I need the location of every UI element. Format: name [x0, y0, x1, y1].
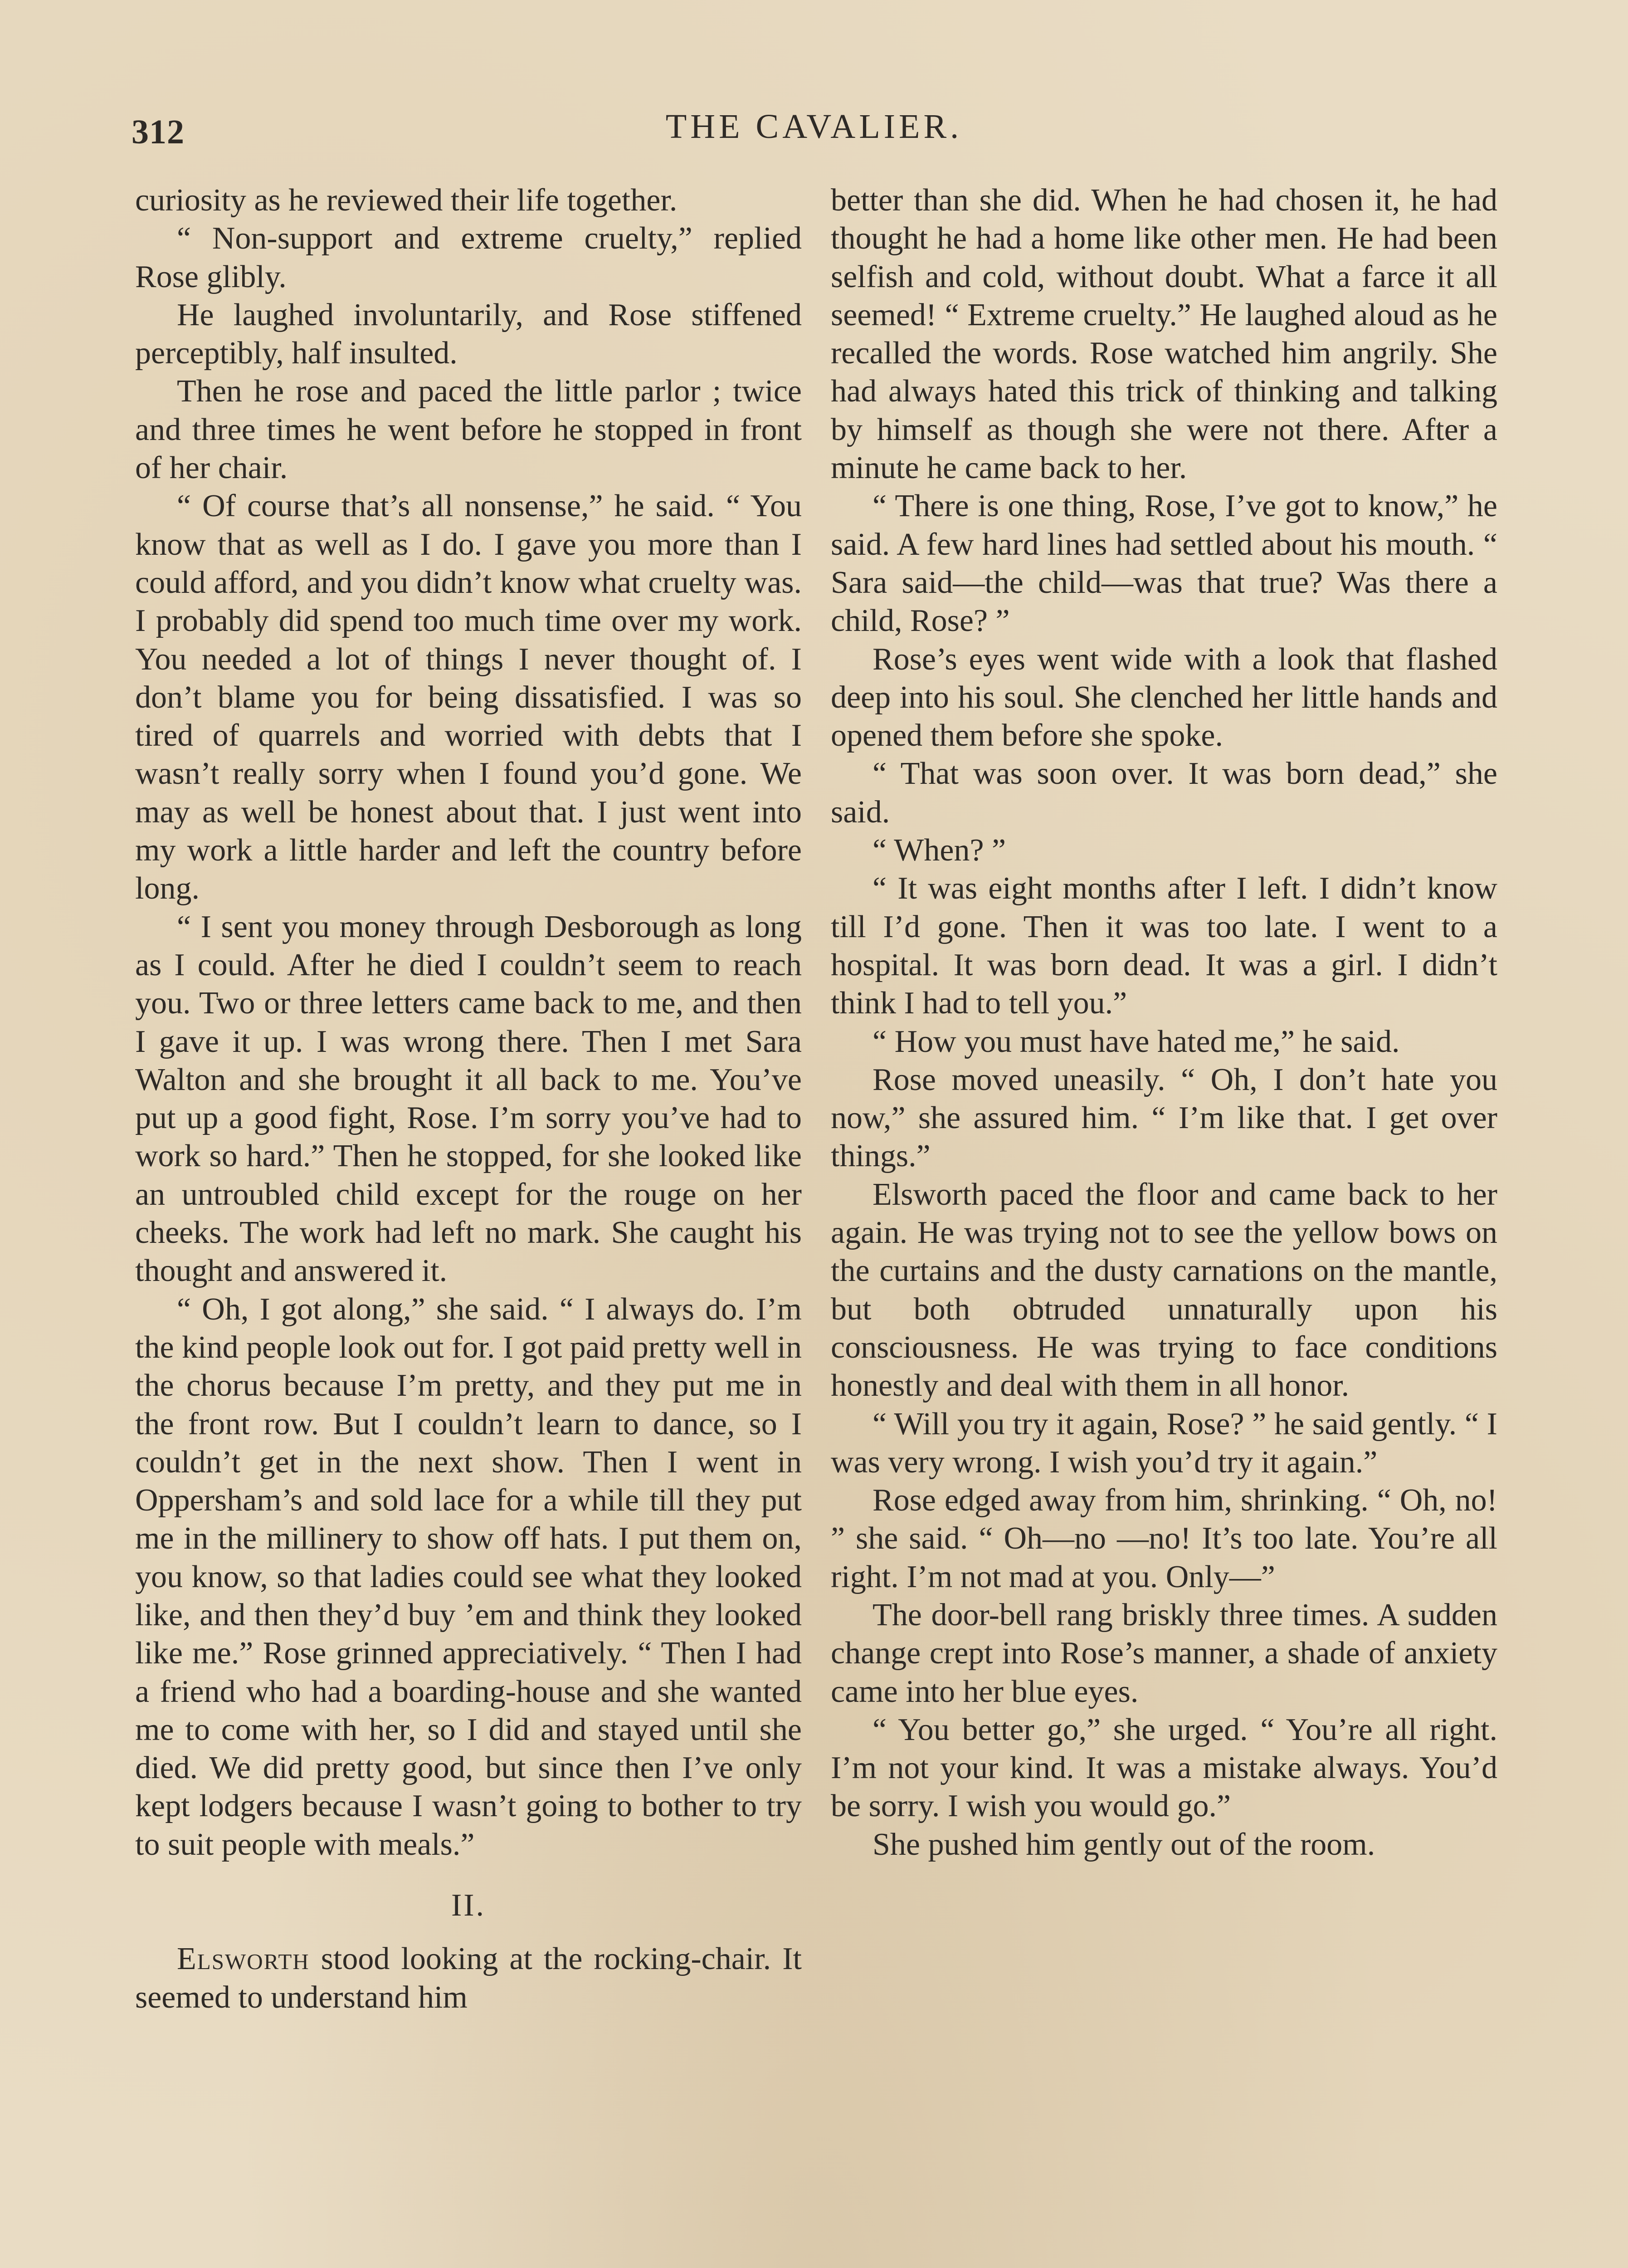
paragraph: Rose moved uneasily. “ Oh, I don’t hate you now,” she assured him. “ I’m like that. I get over things.” [831, 1062, 1497, 1174]
paragraph: “ Will you try it again, Rose? ” he said gently. “ I was very wrong. I wish you’d try it again.” [831, 1406, 1497, 1480]
paragraph: curiosity as he reviewed their life together. [135, 183, 678, 218]
paragraph: “ There is one thing, Rose, I’ve got to know,” he said. A few hard lines had settled about his mouth. “ Sara said—the child—was that true? Was there a child, Rose? ” [831, 489, 1497, 639]
paragraph: “ Non-support and extreme cruelty,” replied Rose glibly. [135, 221, 802, 294]
paragraph: He laughed involuntarily, and Rose stiffened perceptibly, half insulted. [135, 297, 802, 371]
right-column [831, 181, 1497, 1864]
section-opening-text: stood looking at the rocking-chair. It seemed to understand him [135, 1941, 802, 2015]
paragraph: Elsworth paced the floor and came back to her again. He was trying not to see the yellow bows on the curtains and the dusty carnations on the mantle, but both obtruded unnaturally upon his consciousness. He was trying to face conditions honestly and deal with them in all honor. [831, 1177, 1497, 1403]
paragraph: “ You better go,” she urged. “ You’re all right. I’m not your kind. It was a mistake always. You’d be sorry. I wish you would go.” [831, 1712, 1497, 1824]
paragraph: “ When? ” [872, 833, 1006, 868]
running-head: THE CAVALIER. [665, 108, 963, 146]
paragraph: The door-bell rang briskly three times. A sudden change crept into Rose’s manner, a shade of anxiety came into her blue eyes. [831, 1597, 1497, 1709]
paragraph: “ Of course that’s all nonsense,” he said. “ You know that as well as I do. I gave you more than I could afford, and you didn’t know what cruelty was. I probably did spend too much time over my work. You needed a lot of things I never thought of. I don’t blame you for being dissatisfied. I was so tired of quarrels and worried with debts that I wasn’t really sorry when I found you’d gone. We may as well be honest about that. I just went into my work a little harder and left the country before long. [135, 489, 802, 906]
paragraph: better than she did. When he had chosen it, he had thought he had a home like other men. He had been selfish and cold, without doubt. What a farce it all seemed! “ Extreme cruelty.” He laughed aloud as he recalled the words. Rose watched him angrily. She had always hated this trick of thinking and talking by himself as though she were not there. After a minute he came back to her. [831, 183, 1497, 486]
section-first-word: Elsworth [177, 1941, 310, 1977]
section-opening-paragraph [135, 1940, 802, 2017]
page-number: 312 [132, 113, 185, 151]
paragraph: Rose’s eyes went wide with a look that flashed deep into his soul. She clenched her little hands and opened them before she spoke. [831, 641, 1497, 753]
paragraph: She pushed him gently out of the room. [872, 1827, 1375, 1862]
paragraph: Rose edged away from him, shrinking. “ Oh, no! ” she said. “ Oh—no —no! It’s too late. You’re all right. I’m not mad at you. Only—” [831, 1483, 1497, 1594]
paragraph: Then he rose and paced the little parlor ; twice and three times he went before he stopped in front of her chair. [135, 374, 802, 486]
section-heading: II. [451, 1888, 486, 1923]
paragraph: “ I sent you money through Desborough as long as I could. After he died I couldn’t seem to reach you. Two or three letters came back to me, and then I gave it up. I was wrong there. Then I met Sara Walton and she brought it all back to me. You’ve put up a good fight, Rose. I’m sorry you’ve had to work so hard.” Then he stopped, for she looked like an untroubled child except for the rouge on her cheeks. The work had left no mark. She caught his thought and answered it. [135, 909, 802, 1289]
left-column [135, 181, 802, 2017]
paragraph: “ It was eight months after I left. I didn’t know till I’d gone. Then it was too late. I went to a hospital. It was born dead. It was a girl. I didn’t think I had to tell you.” [831, 871, 1497, 1021]
paragraph: “ Oh, I got along,” she said. “ I always do. I’m the kind people look out for. I got paid pretty well in the chorus because I’m pretty, and they put me in the front row. But I couldn’t learn to dance, so I couldn’t get in the next show. Then I went in Oppersham’s and sold lace for a while till they put me in the millinery to show off hats. I put them on, you know, so that ladies could see what they looked like, and then they’d buy ’em and think they looked like me.” Rose grinned appreciatively. “ Then I had a friend who had a boarding-house and she wanted me to come with her, so I did and stayed until she died. We did pretty good, but since then I’ve only kept lodgers because I wasn’t going to bother to try to suit people with meals.” [135, 1291, 802, 1862]
paragraph: “ How you must have hated me,” he said. [872, 1024, 1400, 1059]
paragraph: “ That was soon over. It was born dead,” she said. [831, 756, 1497, 830]
